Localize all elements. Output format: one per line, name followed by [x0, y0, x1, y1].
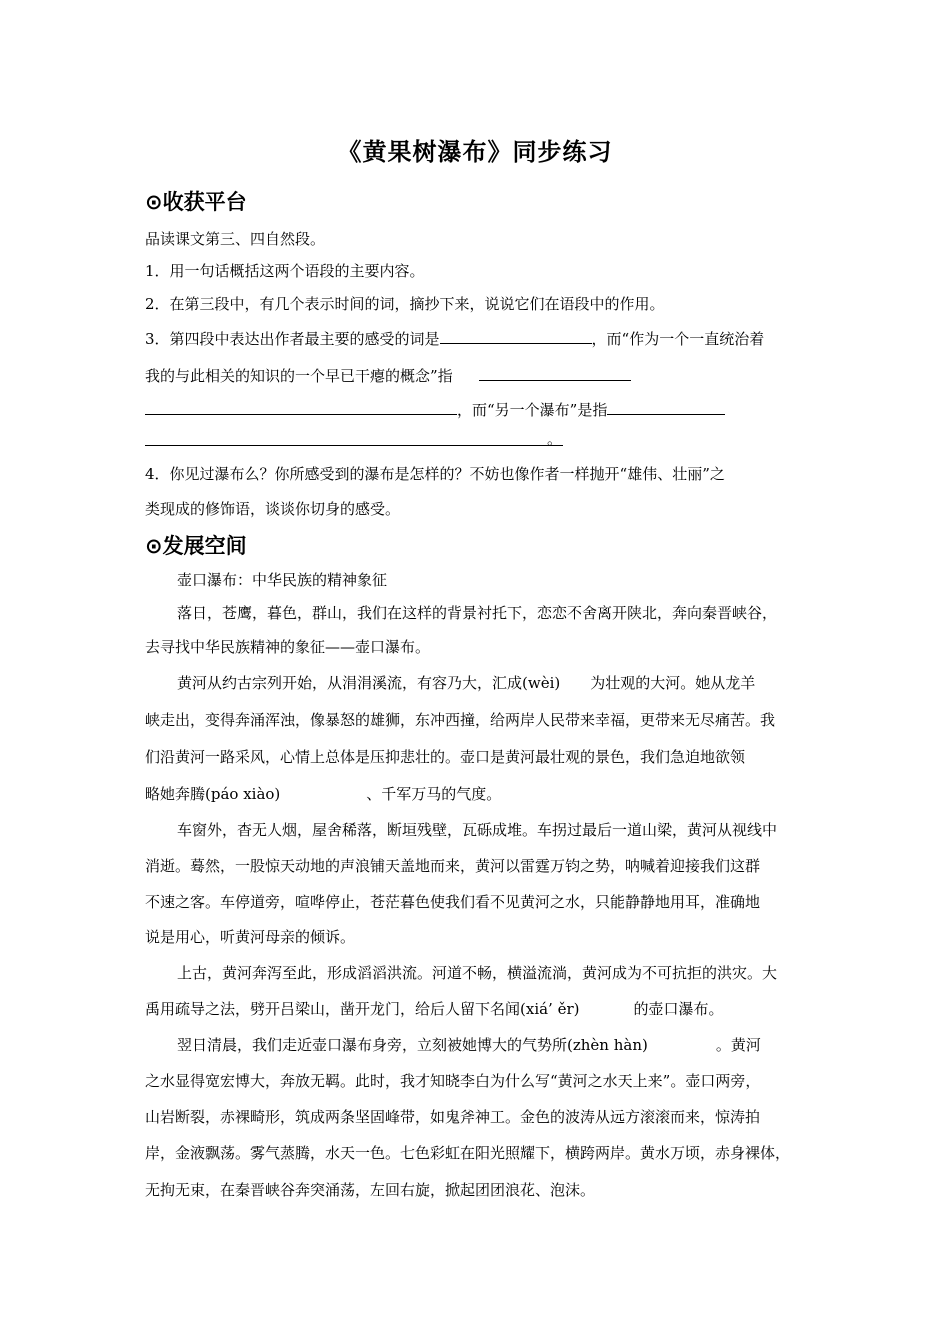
section-heading-development: ⊙发展空间: [145, 534, 247, 558]
paragraph-5-line-5: 无拘无束，在秦晋峡谷奔突涌荡，左回右旋，掀起团团浪花、泡沫。: [145, 1181, 596, 1199]
question-3-text-e: 。: [547, 430, 563, 448]
paragraph-5-line-1: [177, 1035, 761, 1055]
question-3-line-4: [145, 429, 563, 449]
paragraph-2-text-a2: 为壮观的大河。她从龙羊: [590, 674, 756, 692]
question-1: 1．用一句话概括这两个语段的主要内容。: [145, 262, 425, 280]
intro-text: 品读课文第三、四自然段。: [145, 230, 326, 248]
paragraph-5-line-2: 之水显得宽宏博大，奔放无羁。此时，我才知晓李白为什么写“黄河之水天上来”。壶口两旁，: [145, 1072, 761, 1090]
section-heading-harvest: ⊙收获平台: [145, 190, 247, 214]
paragraph-2-text-d2: 、千军万马的气度。: [366, 785, 502, 803]
question-3-line-3: [145, 398, 725, 420]
paragraph-2-text-a1: 黄河从约古宗列开始，从涓涓溪流，有容乃大，汇成(wèi): [177, 674, 561, 692]
document-title: 《黄果树瀑布》同步练习: [337, 138, 613, 166]
paragraph-3-line-4: 说是用心，听黄河母亲的倾诉。: [145, 928, 356, 946]
article-title: 壶口瀑布：中华民族的精神象征: [177, 571, 388, 589]
paragraph-3-line-2: 消逝。蓦然，一股惊天动地的声浪铺天盖地而来，黄河以雷霆万钧之势，呐喊着迎接我们这群: [145, 857, 761, 875]
paragraph-2-text-d1: 略她奔腾(páo xiào): [145, 785, 281, 803]
paragraph-1-line-1: 落日，苍鹰，暮色，群山，我们在这样的背景衬托下，恋恋不舍离开陕北，奔向秦晋峡谷，: [177, 604, 778, 622]
paragraph-4-text-b2: 的壶口瀑布。: [633, 1000, 724, 1018]
answer-blank-2[interactable]: [479, 364, 631, 381]
answer-blank-1[interactable]: [440, 327, 592, 344]
answer-blank-3[interactable]: [145, 398, 457, 415]
question-4-line-1: 4．你见过瀑布么？你所感受到的瀑布是怎样的？不妨也像作者一样抛开“雄伟、壮丽”之: [145, 465, 725, 483]
paragraph-4-line-2: [145, 999, 724, 1019]
paragraph-3-line-3: 不速之客。车停道旁，喧哗停止，苍茫暮色使我们看不见黄河之水，只能静静地用耳，准确地: [145, 893, 761, 911]
paragraph-5-line-3: 山岩断裂，赤裸畸形，筑成两条坚固峰带，如鬼斧神工。金色的波涛从远方滚滚而来，惊涛拍: [145, 1108, 761, 1126]
answer-blank-5[interactable]: [145, 429, 563, 446]
question-2: 2．在第三段中，有几个表示时间的词，摘抄下来，说说它们在语段中的作用。: [145, 295, 665, 313]
paragraph-2-line-4: [145, 784, 501, 804]
paragraph-2-line-2: 峡走出，变得奔涌浑浊，像暴怒的雄狮，东冲西撞，给两岸人民带来幸福，更带来无尽痛苦。我: [145, 711, 776, 729]
question-3-text-a: 3．第四段中表达出作者最主要的感受的词是: [145, 330, 440, 348]
question-3-text-d: ，而“另一个瀑布”是指: [457, 401, 608, 419]
paragraph-3-line-1: 车窗外，杳无人烟，屋舍稀落，断垣残壁，瓦砾成堆。车拐过最后一道山梁，黄河从视线中: [177, 821, 778, 839]
answer-blank-4[interactable]: [607, 398, 725, 415]
paragraph-2-line-1: [177, 673, 755, 693]
question-3-text-b: ，而“作为一个一直统治着: [591, 330, 765, 348]
question-3-line-1: [145, 327, 764, 349]
paragraph-5-text-a1: 翌日清晨，我们走近壶口瀑布身旁，立刻被她博大的气势所(zhèn hàn): [177, 1036, 648, 1054]
paragraph-4-text-b1: 禹用疏导之法，劈开吕梁山，凿开龙门，给后人留下名闻(xiá’ ěr): [145, 1000, 580, 1018]
question-3-line-2: [145, 364, 631, 386]
question-4-line-2: 类现成的修饰语，谈谈你切身的感受。: [145, 500, 401, 518]
paragraph-1-line-2: 去寻找中华民族精神的象征——壶口瀑布。: [145, 638, 431, 656]
paragraph-5-text-a2: 。黄河: [715, 1036, 761, 1054]
paragraph-2-line-3: 们沿黄河一路采风，心情上总体是压抑悲壮的。壶口是黄河最壮观的景色，我们急迫地欲领: [145, 748, 746, 766]
paragraph-4-line-1: 上古，黄河奔泻至此，形成滔滔洪流。河道不畅，横溢流淌，黄河成为不可抗拒的洪灾。大: [177, 964, 778, 982]
paragraph-5-line-4: 岸，金液飘荡。雾气蒸腾，水天一色。七色彩虹在阳光照耀下，横跨两岸。黄水万顷，赤身裸体，: [145, 1144, 791, 1162]
question-3-text-c: 我的与此相关的知识的一个早已干瘪的概念”指: [145, 367, 453, 385]
